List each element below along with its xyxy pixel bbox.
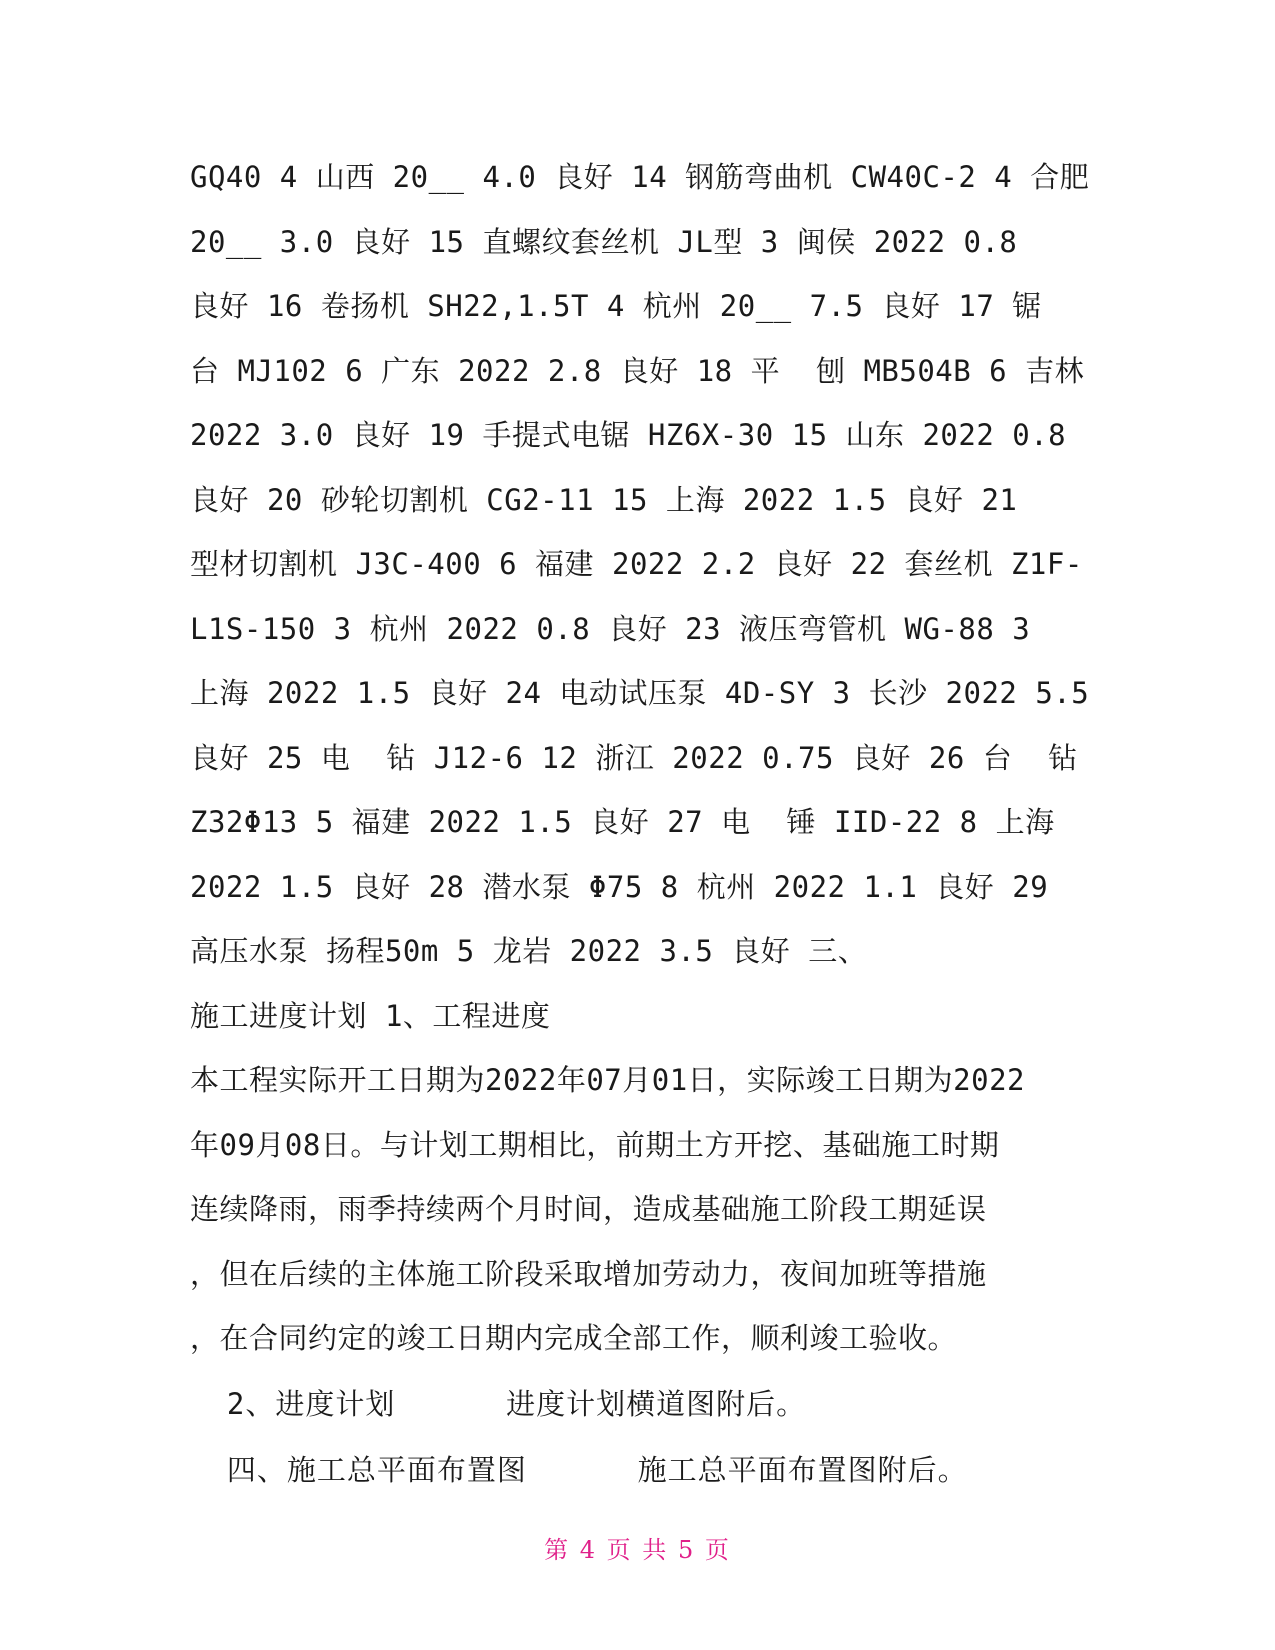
equipment-line: GQ40 4 山西 20__ 4.0 良好 14 钢筋弯曲机 CW40C-2 4 合肥	[190, 160, 1090, 194]
equipment-line: 良好 16 卷扬机 SH22,1.5T 4 杭州 20__ 7.5 良好 17 锯	[190, 289, 1042, 323]
equipment-line: 20__ 3.0 良好 15 直螺纹套丝机 JL型 3 闽侯 2022 0.8	[190, 224, 1018, 259]
equipment-line: 良好 20 砂轮切割机 CG2-11 15 上海 2022 1.5 良好 21	[190, 482, 1018, 517]
progress-paragraph-line: 年09月08日。与计划工期相比，前期土方开挖、基础施工时期	[190, 1127, 1000, 1162]
equipment-line: 良好 25 电 钻 J12-6 12 浙江 2022 0.75 良好 26 台 钻	[190, 740, 1078, 775]
page-number-footer: 第 4 页 共 5 页	[544, 1536, 731, 1564]
section-heading: 施工进度计划 1、工程进度	[190, 998, 551, 1033]
document-body	[190, 145, 1100, 1503]
schedule-plan-line: 2、进度计划 进度计划横道图附后。	[190, 1386, 807, 1421]
equipment-line: 高压水泵 扬程50m 5 龙岩 2022 3.5 良好 三、	[190, 934, 868, 968]
equipment-line: 上海 2022 1.5 良好 24 电动试压泵 4D-SY 3 长沙 2022 5.5	[190, 676, 1090, 710]
equipment-line: 2022 1.5 良好 28 潜水泵 Φ75 8 杭州 2022 1.1 良好 29	[190, 869, 1049, 904]
progress-paragraph-line: ，在合同约定的竣工日期内完成全部工作，顺利竣工验收。	[190, 1321, 958, 1355]
equipment-line: 2022 3.0 良好 19 手提式电锯 HZ6X-30 15 山东 2022 0.8	[190, 418, 1067, 452]
equipment-line: L1S-150 3 杭州 2022 0.8 良好 23 液压弯管机 WG-88 3	[190, 611, 1031, 646]
progress-paragraph-line: 本工程实际开工日期为2022年07月01日，实际竣工日期为2022	[190, 1063, 1026, 1097]
progress-paragraph-line: 连续降雨，雨季持续两个月时间，造成基础施工阶段工期延误	[190, 1192, 987, 1226]
site-layout-line: 四、施工总平面布置图 施工总平面布置图附后。	[190, 1452, 968, 1487]
progress-paragraph-line: ，但在后续的主体施工阶段采取增加劳动力，夜间加班等措施	[190, 1256, 987, 1291]
equipment-line: 型材切割机 J3C-400 6 福建 2022 2.2 良好 22 套丝机 Z1F-	[190, 547, 1083, 581]
equipment-line: 台 MJ102 6 广东 2022 2.8 良好 18 平 刨 MB504B 6 吉林	[190, 353, 1085, 388]
equipment-line: Z32Φ13 5 福建 2022 1.5 良好 27 电 锤 IID-22 8 上海	[190, 805, 1055, 839]
